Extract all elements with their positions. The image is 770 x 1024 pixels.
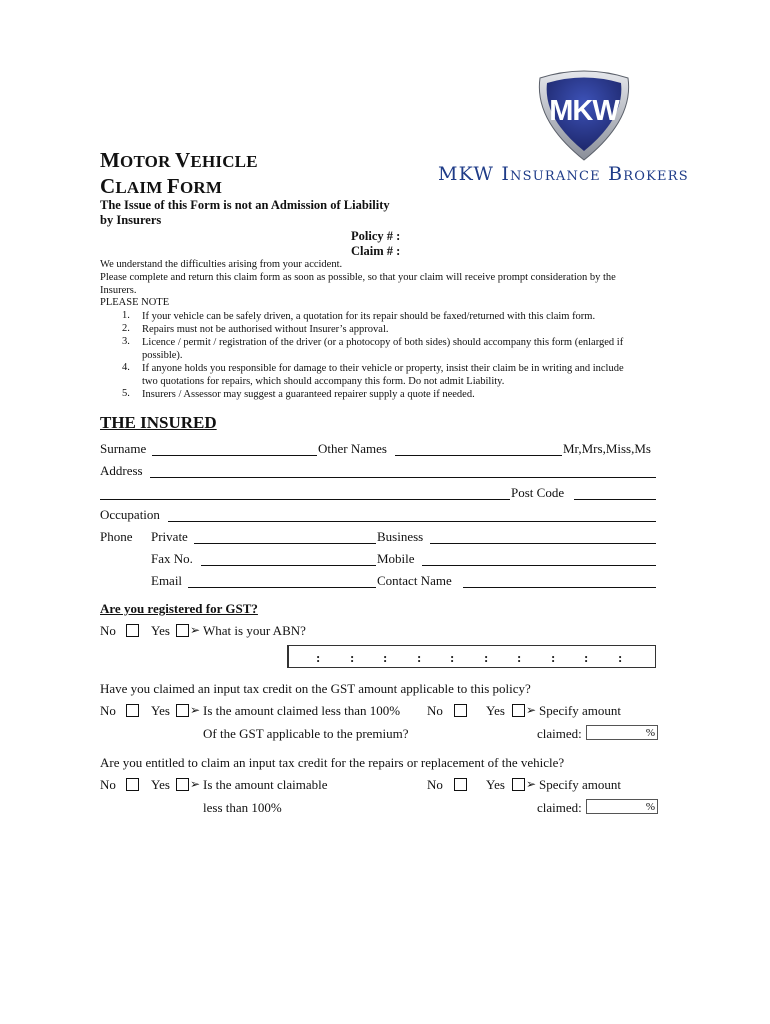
arrow-icon: ➢: [190, 703, 201, 717]
address-label: Address: [100, 463, 143, 478]
q2-yes-label: Yes: [151, 703, 170, 718]
q2-claimed-amount-input[interactable]: [586, 725, 658, 740]
surname-field[interactable]: [152, 455, 317, 456]
q3-no-checkbox[interactable]: [126, 778, 139, 791]
q3-follow-no-checkbox[interactable]: [454, 778, 467, 791]
q3-yes-label: Yes: [151, 777, 170, 792]
q3-follow-no-label: No: [427, 777, 443, 792]
business-phone-label: Business: [377, 529, 424, 544]
note-number: 5.: [122, 388, 130, 399]
q2-follow-no-label: No: [427, 703, 443, 718]
q2-no-label: No: [100, 703, 116, 718]
email-label: Email: [151, 573, 183, 588]
abn-separator: :: [484, 650, 489, 665]
section-heading-insured: THE INSURED: [100, 413, 217, 432]
form-title-line2: CLAIM FORM: [100, 174, 223, 198]
gst-yes-checkbox[interactable]: [176, 624, 189, 637]
post-code-label: Post Code: [511, 485, 565, 500]
abn-separator: :: [450, 650, 455, 665]
arrow-icon: ➢: [526, 703, 537, 717]
note-text: Licence / permit / registration of the driver (or a photocopy of both sides) should accompany this form (enlarged if: [142, 337, 624, 348]
titles-label: Mr,Mrs,Miss,Ms: [563, 441, 651, 456]
note-number: 3.: [122, 336, 130, 347]
q3-no-label: No: [100, 777, 116, 792]
abn-separator: :: [350, 650, 355, 665]
company-logo: [530, 70, 638, 162]
other-names-label: Other Names: [318, 441, 387, 456]
q2-specify-amount-label: Specify amount: [539, 703, 621, 718]
q2-follow-no-checkbox[interactable]: [454, 704, 467, 717]
fax-field[interactable]: [201, 565, 376, 566]
note-text: Repairs must not be authorised without Insurer’s approval.: [142, 324, 389, 335]
gst-registered-question: Are you registered for GST?: [100, 601, 258, 616]
note-number: 4.: [122, 362, 130, 373]
address-field-line2[interactable]: [100, 499, 510, 500]
policy-number-label: Policy # :: [351, 229, 401, 243]
abn-separator: :: [584, 650, 589, 665]
contact-name-field[interactable]: [463, 587, 656, 588]
gst-no-checkbox[interactable]: [126, 624, 139, 637]
arrow-icon: ➢: [190, 623, 201, 637]
input-tax-credit-policy-question: Have you claimed an input tax credit on the GST amount applicable to this policy?: [100, 681, 531, 696]
q3-yes-checkbox[interactable]: [176, 778, 189, 791]
surname-label: Surname: [100, 441, 147, 456]
abn-input[interactable]: [287, 645, 656, 668]
gst-yes-label: Yes: [151, 623, 170, 638]
q2-no-checkbox[interactable]: [126, 704, 139, 717]
abn-separator: :: [517, 650, 522, 665]
post-code-field[interactable]: [574, 499, 656, 500]
q2-claimed-label: claimed:: [537, 726, 582, 741]
claim-number-label: Claim # :: [351, 244, 401, 258]
occupation-label: Occupation: [100, 507, 160, 522]
note-text-cont: two quotations for repairs, which should accompany this form. Do not admit Liability.: [142, 376, 505, 387]
note-number: 2.: [122, 323, 130, 334]
q3-follow-question: Is the amount claimable: [203, 777, 328, 792]
q3-follow-yes-label: Yes: [486, 777, 505, 792]
phone-label: Phone: [100, 529, 133, 544]
note-number: 1.: [122, 310, 130, 321]
q2-follow-question: Is the amount claimed less than 100%: [203, 703, 401, 718]
note-text: If anyone holds you responsible for damage to their vehicle or property, insist their claim be in writing and include: [142, 363, 624, 374]
q3-claimed-label: claimed:: [537, 800, 582, 815]
q3-specify-amount-label: Specify amount: [539, 777, 621, 792]
other-names-field[interactable]: [395, 455, 562, 456]
abn-separator: :: [316, 650, 321, 665]
abn-separator: :: [618, 650, 623, 665]
q3-less-text: less than 100%: [203, 800, 282, 815]
logo-shield-text: MKW: [549, 95, 619, 127]
percent-sign: %: [645, 801, 655, 813]
form-title-line1: MOTOR VEHICLE: [100, 148, 258, 172]
abn-separator: :: [551, 650, 556, 665]
gst-no-label: No: [100, 623, 116, 638]
mobile-label: Mobile: [377, 551, 415, 566]
q2-follow-yes-checkbox[interactable]: [512, 704, 525, 717]
q2-of-gst-text: Of the GST applicable to the premium?: [203, 726, 409, 741]
intro-line2: Please complete and return this claim form as soon as possible, so that your claim will receive prompt consideration by the: [100, 272, 616, 283]
arrow-icon: ➢: [190, 777, 201, 791]
email-field[interactable]: [188, 587, 376, 588]
please-note: PLEASE NOTE: [100, 297, 170, 308]
percent-sign: %: [645, 727, 655, 739]
business-phone-field[interactable]: [430, 543, 656, 544]
abn-question: What is your ABN?: [203, 623, 306, 638]
arrow-icon: ➢: [526, 777, 537, 791]
abn-separator: :: [383, 650, 388, 665]
note-text: If your vehicle can be safely driven, a quotation for its repair should be faxed/returned with this claim form.: [142, 311, 596, 322]
mobile-field[interactable]: [422, 565, 656, 566]
private-phone-field[interactable]: [194, 543, 376, 544]
input-tax-credit-repairs-question: Are you entitled to claim an input tax credit for the repairs or replacement of the vehicle?: [100, 755, 565, 770]
abn-separator: :: [417, 650, 422, 665]
occupation-field[interactable]: [168, 521, 656, 522]
disclaimer-line1: The Issue of this Form is not an Admission of Liability: [100, 198, 390, 212]
note-text-cont: possible).: [142, 350, 183, 361]
intro-line1: We understand the difficulties arising from your accident.: [100, 259, 343, 270]
disclaimer-line2: by Insurers: [100, 213, 162, 227]
contact-name-label: Contact Name: [377, 573, 452, 588]
intro-line3: Insurers.: [100, 285, 137, 296]
q2-follow-yes-label: Yes: [486, 703, 505, 718]
note-text: Insurers / Assessor may suggest a guaranteed repairer supply a quote if needed.: [142, 389, 475, 400]
q2-yes-checkbox[interactable]: [176, 704, 189, 717]
brand-name: MKW Insurance Brokers: [438, 163, 689, 185]
private-phone-label: Private: [151, 529, 188, 544]
q3-follow-yes-checkbox[interactable]: [512, 778, 525, 791]
address-field-line1[interactable]: [150, 477, 656, 478]
fax-label: Fax No.: [151, 551, 193, 566]
q3-claimed-amount-input[interactable]: [586, 799, 658, 814]
